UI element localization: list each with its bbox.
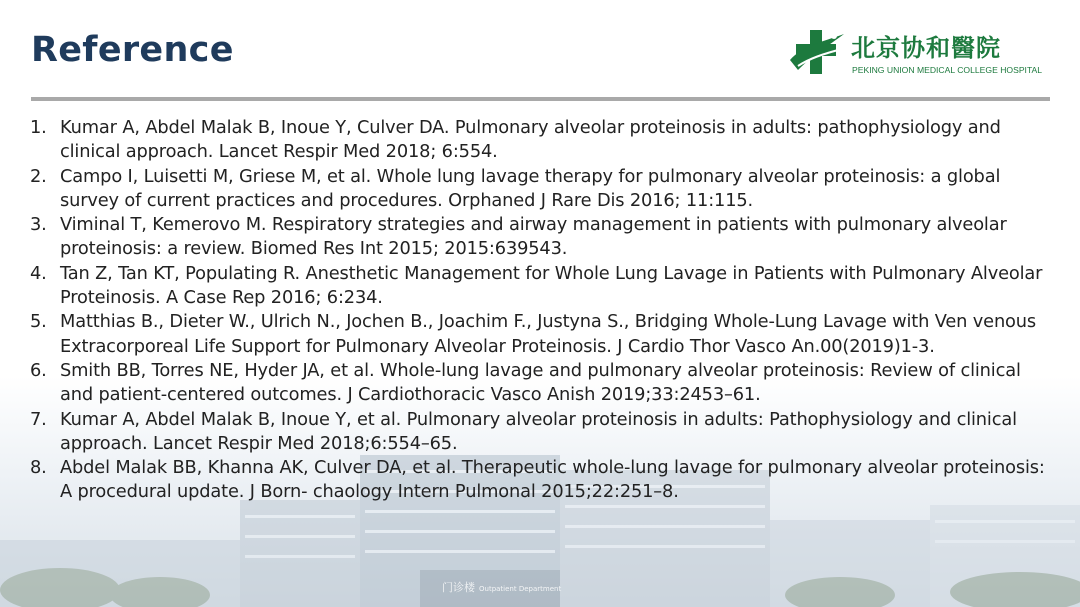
reference-number: 5. [30, 311, 47, 333]
page-title: Reference [31, 30, 234, 70]
reference-item [30, 310, 1052, 359]
reference-text: Kumar A, Abdel Malak B, Inoue Y, Culver DA. Pulmonary alveolar proteinosis in adults: pathophysiology and clinical approach. Lancet Respir Med 2018; 6:554. [60, 117, 1001, 163]
reference-number: 8. [30, 457, 47, 479]
reference-item [30, 213, 1052, 262]
reference-number: 3. [30, 214, 47, 236]
reference-text: Smith BB, Torres NE, Hyder JA, et al. Whole-lung lavage and pulmonary alveolar proteinosis: Review of clinical and patient-centered outcomes. J Cardiothoracic Vasco Anish 2019;33:2453–61. [60, 359, 1021, 406]
reference-text: Tan Z, Tan KT, Populating R. Anesthetic Management for Whole Lung Lavage in Patients with Pulmonary Alveolar Proteinosis. A Case Rep 2016; 6:234. [60, 262, 1043, 309]
hospital-name-chinese: 北京协和醫院 [851, 33, 1001, 62]
reference-number: 1. [30, 117, 47, 138]
reference-text: Campo I, Luisetti M, Griese M, et al. Whole lung lavage therapy for pulmonary alveolar proteinosis: a global survey of current practices and procedures. Orphaned J Rare Dis 2016; 11:115. [60, 165, 1001, 211]
reference-list [30, 116, 1052, 505]
reference-item [30, 262, 1052, 311]
reference-text: Viminal T, Kemerovo M. Respiratory strategies and airway management in patients with pulmonary alveolar proteinosis: a review. Biomed Res Int 2015; 2015:639543. [60, 214, 1007, 260]
reference-item [30, 456, 1052, 505]
hospital-name-english: PEKING UNION MEDICAL COLLEGE HOSPITAL [852, 65, 1043, 75]
reference-item [30, 116, 1052, 165]
building-sign [442, 579, 561, 595]
reference-number: 2. [30, 165, 47, 187]
reference-number: 7. [30, 408, 47, 430]
hospital-logo [788, 24, 1050, 80]
reference-number: 4. [30, 262, 47, 284]
reference-number: 6. [30, 359, 47, 381]
reference-text: Matthias B., Dieter W., Ulrich N., Jochen B., Joachim F., Justyna S., Bridging Whole-Lung Lavage with Ven venous Extracorporeal Life Support for Pulmonary Alveolar Proteinosis. J Cardio Thor Vasco An.00(2019)1-3. [60, 311, 1037, 357]
reference-text: Kumar A, Abdel Malak B, Inoue Y, et al. Pulmonary alveolar proteinosis in adults: Pathophysiology and clinical approach. Lancet Respir Med 2018;6:554–65. [60, 408, 1017, 454]
reference-item [30, 408, 1052, 457]
pumch-logo-icon [788, 24, 848, 80]
building-sign-english: Outpatient Department [479, 585, 562, 593]
title-divider [31, 97, 1050, 101]
building-sign-chinese: 门诊楼 [442, 581, 475, 594]
reference-item [30, 359, 1052, 408]
reference-text: Abdel Malak BB, Khanna AK, Culver DA, et al. Therapeutic whole-lung lavage for pulmonary alveolar proteinosis: A procedural update. J Born- chaology Intern Pulmonal 2015;22:251–8. [60, 457, 1045, 503]
reference-item [30, 165, 1052, 214]
